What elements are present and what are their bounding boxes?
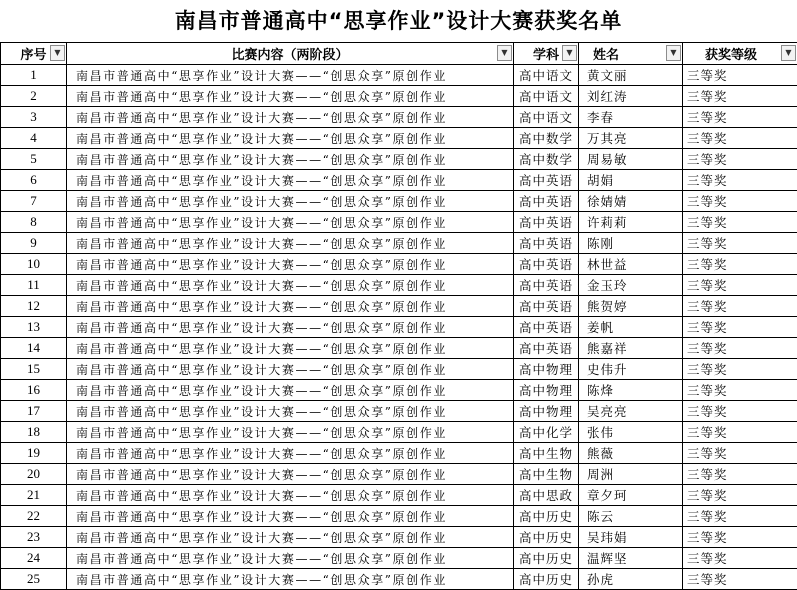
row-content-cell: 南昌市普通高中“思享作业”设计大赛——“创思众享”原创作业	[67, 359, 514, 380]
row-award-cell: 三等奖	[683, 275, 797, 296]
table-row	[1, 296, 797, 317]
row-award-cell: 三等奖	[683, 422, 797, 443]
table-header	[1, 43, 797, 65]
row-content-cell: 南昌市普通高中“思享作业”设计大赛——“创思众享”原创作业	[67, 212, 514, 233]
row-award-cell: 三等奖	[683, 317, 797, 338]
table-body	[1, 65, 797, 590]
row-subject-cell: 高中生物	[514, 464, 579, 485]
table-row	[1, 422, 797, 443]
row-name-cell: 黄文丽	[579, 65, 683, 86]
row-content-cell: 南昌市普通高中“思享作业”设计大赛——“创思众享”原创作业	[67, 128, 514, 149]
row-name-cell: 吴亮亮	[579, 401, 683, 422]
row-subject-cell: 高中历史	[514, 548, 579, 569]
row-content-cell: 南昌市普通高中“思享作业”设计大赛——“创思众享”原创作业	[67, 464, 514, 485]
table-row	[1, 569, 797, 590]
row-subject-cell: 高中英语	[514, 212, 579, 233]
row-name-cell: 周洲	[579, 464, 683, 485]
table-row	[1, 548, 797, 569]
row-index-cell: 20	[1, 464, 67, 485]
row-subject-cell: 高中语文	[514, 107, 579, 128]
row-index-cell: 24	[1, 548, 67, 569]
row-content-cell: 南昌市普通高中“思享作业”设计大赛——“创思众享”原创作业	[67, 380, 514, 401]
row-index-cell: 12	[1, 296, 67, 317]
table-row	[1, 212, 797, 233]
table-row	[1, 506, 797, 527]
row-index-cell: 2	[1, 86, 67, 107]
row-content-cell: 南昌市普通高中“思享作业”设计大赛——“创思众享”原创作业	[67, 569, 514, 590]
row-award-cell: 三等奖	[683, 569, 797, 590]
row-subject-cell: 高中数学	[514, 149, 579, 170]
table-row	[1, 170, 797, 191]
table-row	[1, 401, 797, 422]
column-header-name-label: 姓名	[593, 48, 620, 63]
dropdown-arrow-icon[interactable]: ▼	[497, 45, 512, 61]
row-subject-cell: 高中物理	[514, 401, 579, 422]
row-subject-cell: 高中英语	[514, 296, 579, 317]
row-name-cell: 熊嘉祥	[579, 338, 683, 359]
row-subject-cell: 高中数学	[514, 128, 579, 149]
row-content-cell: 南昌市普通高中“思享作业”设计大赛——“创思众享”原创作业	[67, 527, 514, 548]
table-row	[1, 65, 797, 86]
column-header-index-label: 序号	[20, 48, 47, 63]
row-award-cell: 三等奖	[683, 527, 797, 548]
row-award-cell: 三等奖	[683, 338, 797, 359]
row-index-cell: 13	[1, 317, 67, 338]
column-header-subject	[514, 43, 579, 65]
row-index-cell: 7	[1, 191, 67, 212]
row-index-cell: 21	[1, 485, 67, 506]
row-index-cell: 8	[1, 212, 67, 233]
row-name-cell: 温辉坚	[579, 548, 683, 569]
page-title: 南昌市普通高中“思享作业”设计大赛获奖名单	[174, 9, 623, 33]
row-index-cell: 6	[1, 170, 67, 191]
row-name-cell: 万其亮	[579, 128, 683, 149]
row-content-cell: 南昌市普通高中“思享作业”设计大赛——“创思众享”原创作业	[67, 422, 514, 443]
row-name-cell: 熊薇	[579, 443, 683, 464]
row-award-cell: 三等奖	[683, 191, 797, 212]
row-award-cell: 三等奖	[683, 107, 797, 128]
row-subject-cell: 高中化学	[514, 422, 579, 443]
row-award-cell: 三等奖	[683, 506, 797, 527]
row-award-cell: 三等奖	[683, 149, 797, 170]
row-index-cell: 14	[1, 338, 67, 359]
row-index-cell: 11	[1, 275, 67, 296]
row-subject-cell: 高中语文	[514, 86, 579, 107]
column-header-subject-label: 学科	[532, 48, 559, 63]
row-award-cell: 三等奖	[683, 380, 797, 401]
header-row	[1, 43, 797, 65]
row-subject-cell: 高中英语	[514, 170, 579, 191]
row-subject-cell: 高中物理	[514, 359, 579, 380]
row-award-cell: 三等奖	[683, 128, 797, 149]
table-row	[1, 359, 797, 380]
row-content-cell: 南昌市普通高中“思享作业”设计大赛——“创思众享”原创作业	[67, 443, 514, 464]
row-index-cell: 15	[1, 359, 67, 380]
row-content-cell: 南昌市普通高中“思享作业”设计大赛——“创思众享”原创作业	[67, 233, 514, 254]
filter-funnel-icon[interactable]: ▼	[781, 45, 796, 61]
row-subject-cell: 高中历史	[514, 527, 579, 548]
row-index-cell: 10	[1, 254, 67, 275]
row-index-cell: 9	[1, 233, 67, 254]
table-row	[1, 317, 797, 338]
row-content-cell: 南昌市普通高中“思享作业”设计大赛——“创思众享”原创作业	[67, 506, 514, 527]
row-index-cell: 22	[1, 506, 67, 527]
row-content-cell: 南昌市普通高中“思享作业”设计大赛——“创思众享”原创作业	[67, 317, 514, 338]
row-name-cell: 张伟	[579, 422, 683, 443]
table-row	[1, 86, 797, 107]
row-content-cell: 南昌市普通高中“思享作业”设计大赛——“创思众享”原创作业	[67, 86, 514, 107]
column-header-index	[1, 43, 67, 65]
column-header-content	[67, 43, 514, 65]
row-name-cell: 徐婧婧	[579, 191, 683, 212]
row-content-cell: 南昌市普通高中“思享作业”设计大赛——“创思众享”原创作业	[67, 170, 514, 191]
row-name-cell: 刘红涛	[579, 86, 683, 107]
row-award-cell: 三等奖	[683, 86, 797, 107]
column-header-name	[579, 43, 683, 65]
row-subject-cell: 高中英语	[514, 233, 579, 254]
row-subject-cell: 高中历史	[514, 569, 579, 590]
table-row	[1, 107, 797, 128]
table-row	[1, 527, 797, 548]
row-content-cell: 南昌市普通高中“思享作业”设计大赛——“创思众享”原创作业	[67, 191, 514, 212]
row-subject-cell: 高中英语	[514, 338, 579, 359]
row-index-cell: 4	[1, 128, 67, 149]
dropdown-arrow-icon[interactable]: ▼	[50, 45, 65, 61]
row-award-cell: 三等奖	[683, 443, 797, 464]
row-name-cell: 陈烽	[579, 380, 683, 401]
table-row	[1, 254, 797, 275]
column-header-content-label: 比赛内容（两阶段）	[231, 48, 349, 63]
row-award-cell: 三等奖	[683, 548, 797, 569]
row-award-cell: 三等奖	[683, 359, 797, 380]
row-content-cell: 南昌市普通高中“思享作业”设计大赛——“创思众享”原创作业	[67, 401, 514, 422]
row-content-cell: 南昌市普通高中“思享作业”设计大赛——“创思众享”原创作业	[67, 296, 514, 317]
row-name-cell: 孙虎	[579, 569, 683, 590]
row-award-cell: 三等奖	[683, 254, 797, 275]
row-subject-cell: 高中历史	[514, 506, 579, 527]
row-name-cell: 陈刚	[579, 233, 683, 254]
row-index-cell: 25	[1, 569, 67, 590]
row-name-cell: 金玉玲	[579, 275, 683, 296]
table-row	[1, 233, 797, 254]
row-name-cell: 周易敏	[579, 149, 683, 170]
row-award-cell: 三等奖	[683, 170, 797, 191]
row-name-cell: 熊贺婷	[579, 296, 683, 317]
row-content-cell: 南昌市普通高中“思享作业”设计大赛——“创思众享”原创作业	[67, 338, 514, 359]
row-content-cell: 南昌市普通高中“思享作业”设计大赛——“创思众享”原创作业	[67, 485, 514, 506]
row-name-cell: 姜帆	[579, 317, 683, 338]
table-row	[1, 149, 797, 170]
table-row	[1, 191, 797, 212]
row-name-cell: 史伟升	[579, 359, 683, 380]
row-subject-cell: 高中思政	[514, 485, 579, 506]
row-content-cell: 南昌市普通高中“思享作业”设计大赛——“创思众享”原创作业	[67, 254, 514, 275]
row-subject-cell: 高中语文	[514, 65, 579, 86]
row-index-cell: 17	[1, 401, 67, 422]
table-row	[1, 275, 797, 296]
row-content-cell: 南昌市普通高中“思享作业”设计大赛——“创思众享”原创作业	[67, 107, 514, 128]
table-row	[1, 380, 797, 401]
table-row	[1, 443, 797, 464]
award-table	[0, 42, 797, 590]
row-subject-cell: 高中英语	[514, 254, 579, 275]
row-subject-cell: 高中生物	[514, 443, 579, 464]
row-name-cell: 许莉莉	[579, 212, 683, 233]
row-index-cell: 23	[1, 527, 67, 548]
table-row	[1, 128, 797, 149]
row-index-cell: 5	[1, 149, 67, 170]
row-subject-cell: 高中英语	[514, 191, 579, 212]
row-award-cell: 三等奖	[683, 296, 797, 317]
row-content-cell: 南昌市普通高中“思享作业”设计大赛——“创思众享”原创作业	[67, 275, 514, 296]
row-index-cell: 18	[1, 422, 67, 443]
row-content-cell: 南昌市普通高中“思享作业”设计大赛——“创思众享”原创作业	[67, 149, 514, 170]
row-award-cell: 三等奖	[683, 464, 797, 485]
row-index-cell: 3	[1, 107, 67, 128]
row-name-cell: 吴玮娟	[579, 527, 683, 548]
row-award-cell: 三等奖	[683, 485, 797, 506]
column-header-award-label: 获奖等级	[705, 48, 758, 63]
column-header-award	[683, 43, 797, 65]
row-award-cell: 三等奖	[683, 212, 797, 233]
row-name-cell: 李春	[579, 107, 683, 128]
row-award-cell: 三等奖	[683, 65, 797, 86]
table-row	[1, 338, 797, 359]
row-subject-cell: 高中英语	[514, 275, 579, 296]
row-content-cell: 南昌市普通高中“思享作业”设计大赛——“创思众享”原创作业	[67, 65, 514, 86]
row-index-cell: 19	[1, 443, 67, 464]
row-subject-cell: 高中物理	[514, 380, 579, 401]
row-name-cell: 章夕珂	[579, 485, 683, 506]
table-row	[1, 464, 797, 485]
dropdown-arrow-icon[interactable]: ▼	[666, 45, 681, 61]
row-award-cell: 三等奖	[683, 233, 797, 254]
row-name-cell: 林世益	[579, 254, 683, 275]
table-row	[1, 485, 797, 506]
row-content-cell: 南昌市普通高中“思享作业”设计大赛——“创思众享”原创作业	[67, 548, 514, 569]
row-index-cell: 16	[1, 380, 67, 401]
row-name-cell: 胡娟	[579, 170, 683, 191]
row-name-cell: 陈云	[579, 506, 683, 527]
row-subject-cell: 高中英语	[514, 317, 579, 338]
row-index-cell: 1	[1, 65, 67, 86]
dropdown-arrow-icon[interactable]: ▼	[562, 45, 577, 61]
row-award-cell: 三等奖	[683, 401, 797, 422]
